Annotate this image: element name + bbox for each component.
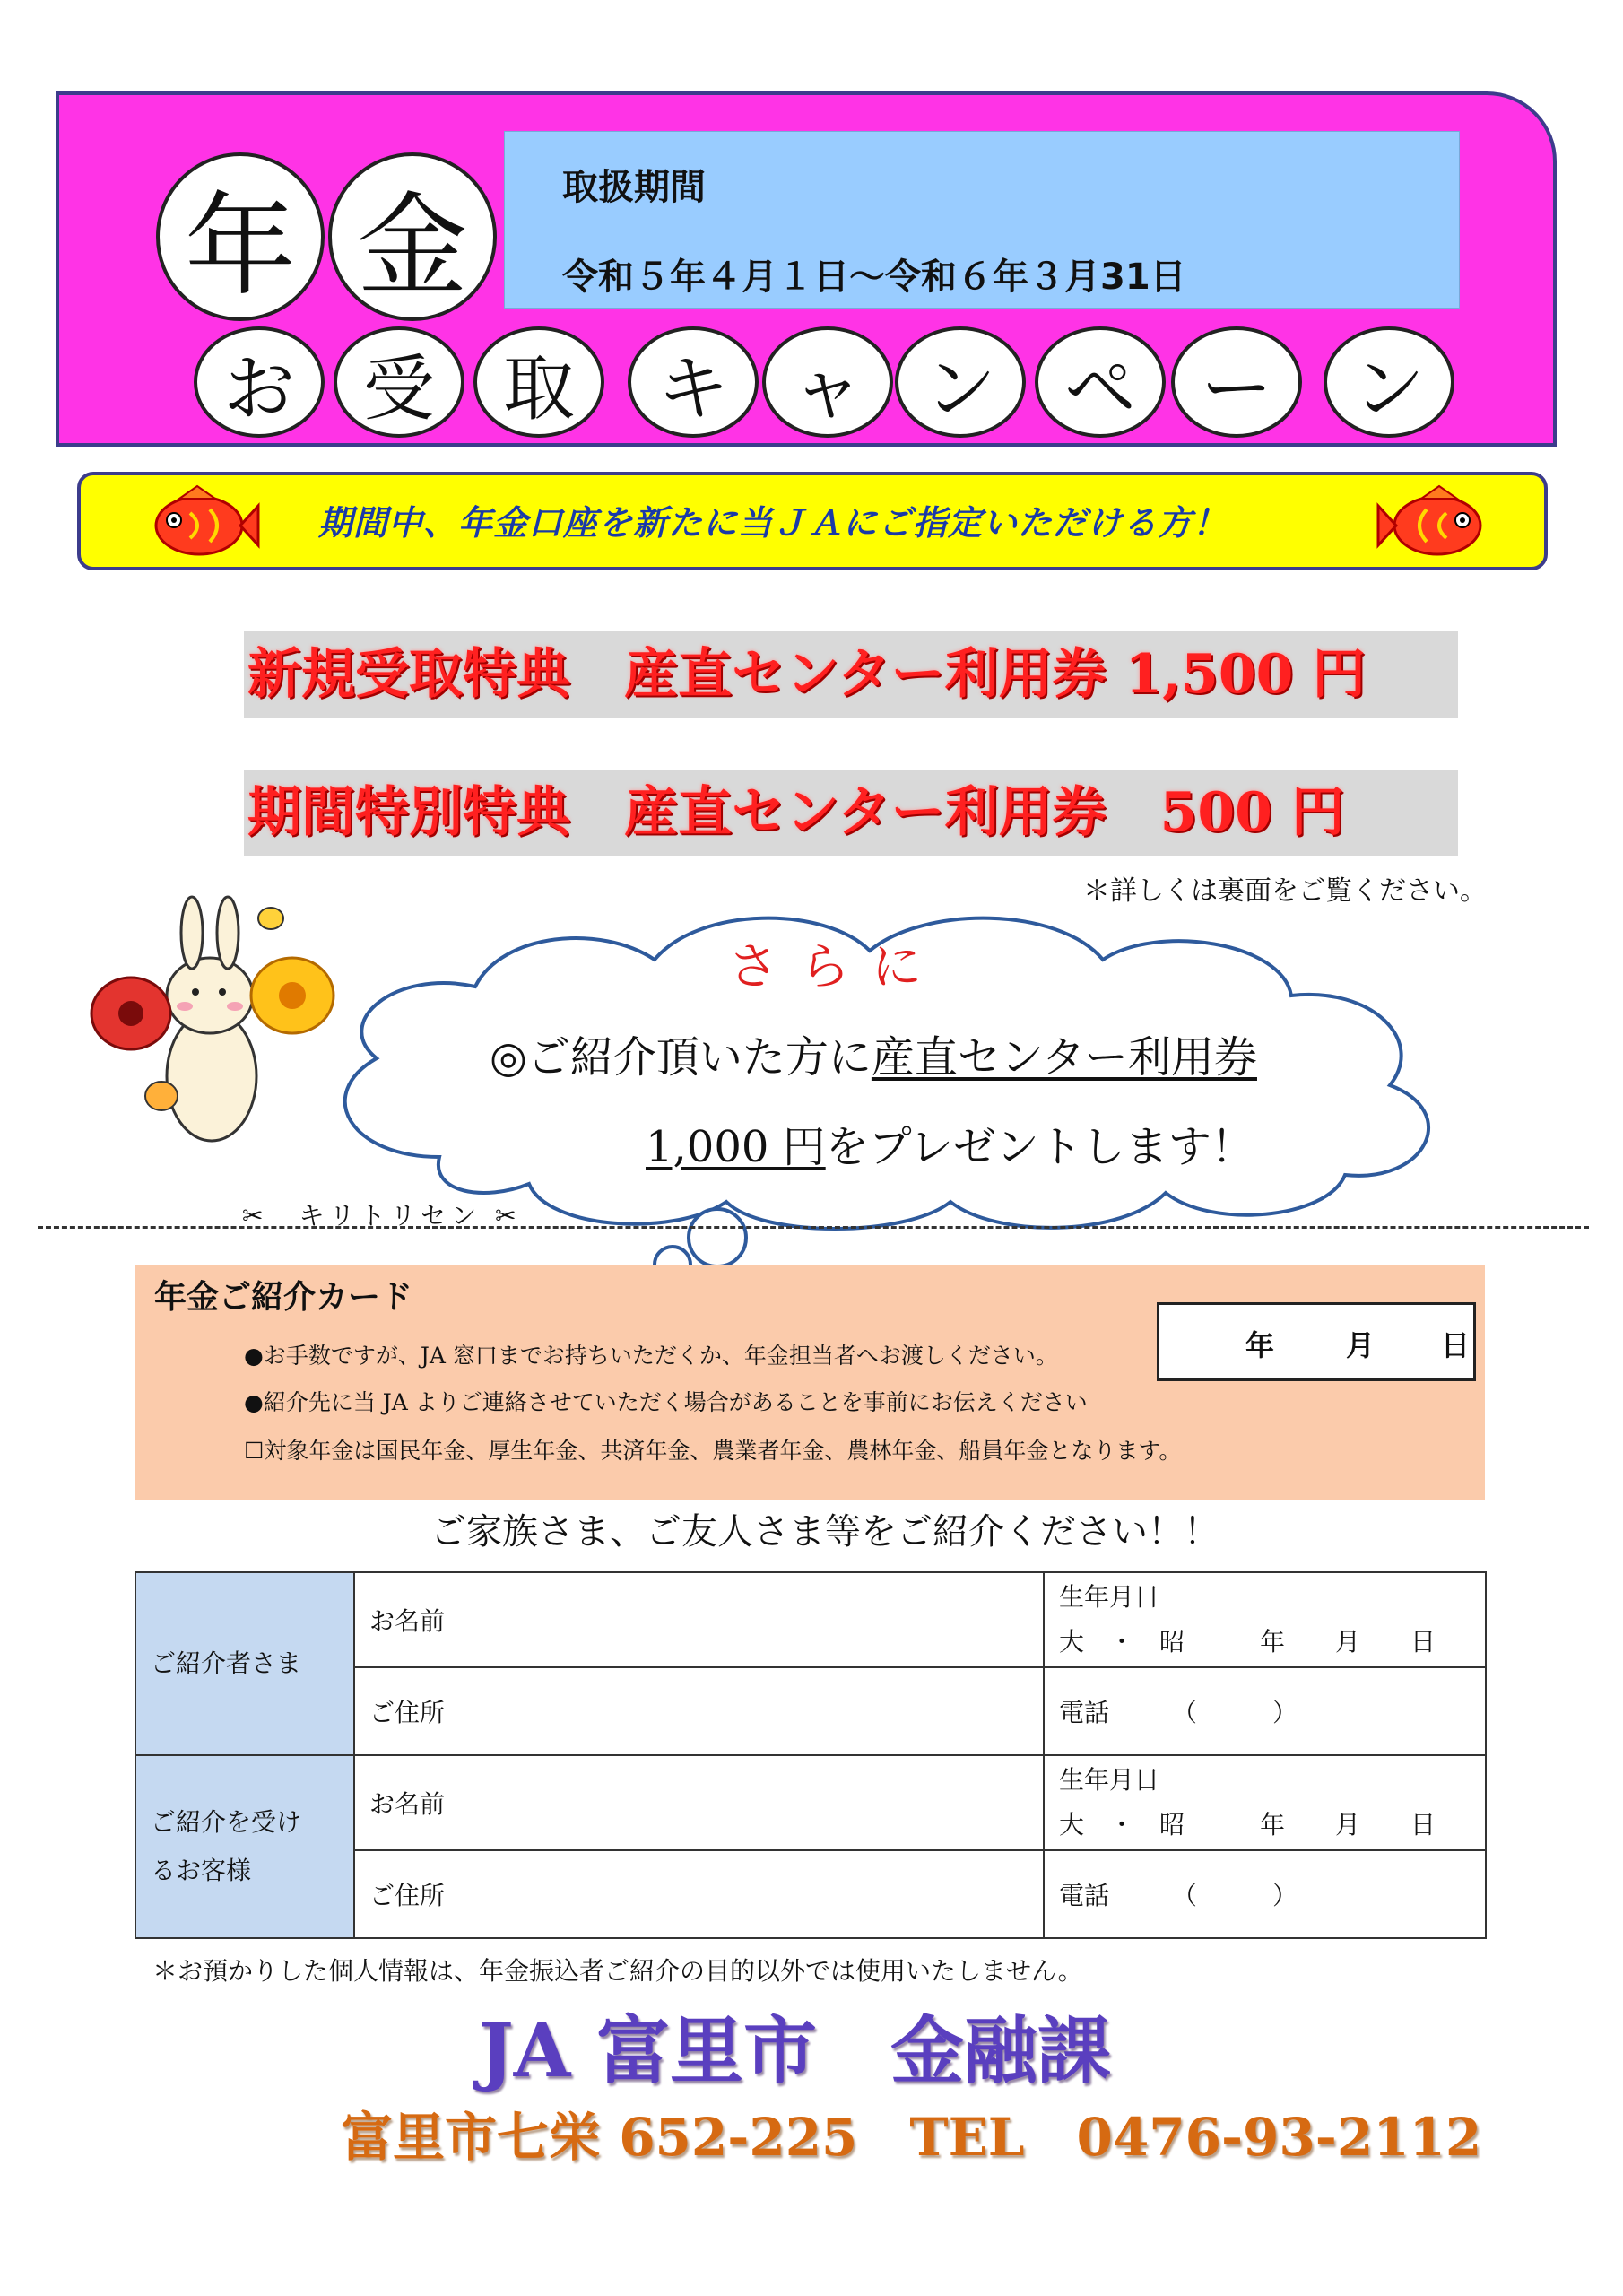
- date-month-label: 月: [1346, 1328, 1376, 1362]
- period-box: [504, 131, 1460, 309]
- name-label: お名前: [369, 1606, 446, 1636]
- referee-name-field[interactable]: [354, 1755, 1044, 1850]
- referee-address-field[interactable]: [354, 1850, 1044, 1938]
- subtitle-char: ン: [1324, 326, 1454, 438]
- name-label: お名前: [369, 1789, 446, 1819]
- referee-birth-field[interactable]: [1044, 1755, 1486, 1850]
- sea-bream-fish-icon: [135, 483, 260, 565]
- benefit-period-special: 期間特別特典 産直センター利用券 500 円: [244, 770, 1458, 856]
- referee-label-cell: [135, 1755, 354, 1938]
- organization-name: JA 富里市 金融課: [479, 2008, 1111, 2094]
- ask-text: ご家族さま、ご友人さま等をご紹介ください！！: [430, 1511, 1219, 1552]
- period-value: 令和５年４月１日～令和６年３月31日: [562, 257, 1186, 298]
- birth-label: 生年月日: [1059, 1582, 1160, 1612]
- subtitle-char: 取: [473, 326, 604, 438]
- date-year-label: 年: [1245, 1328, 1275, 1362]
- referrer-name-field[interactable]: [354, 1572, 1044, 1667]
- address-label: ご住所: [369, 1698, 446, 1727]
- organization-address: 富里市七栄 652-225 TEL 0476-93-2112: [341, 2107, 1482, 2168]
- subtitle-char: 受: [334, 326, 464, 438]
- sea-bream-fish-icon: [1376, 483, 1502, 565]
- cloud-line-1: [490, 1022, 1257, 1084]
- intro-card-title: 年金ご紹介カード: [154, 1279, 413, 1316]
- banner-text: 期間中、年金口座を新たに当ＪＡにご指定いただける方！: [318, 503, 1228, 543]
- title-char-kin: 金: [328, 152, 497, 321]
- subtitle-char: キ: [628, 326, 759, 438]
- phone-line: 電話 （ ）: [1059, 1698, 1298, 1727]
- address-label: ご住所: [369, 1881, 446, 1910]
- intro-card: [135, 1265, 1485, 1500]
- cloud-line-2-underlined: 1,000 円: [646, 1122, 826, 1172]
- intro-line: ●お手数ですが、JA 窓口までお持ちいただくか、年金担当者へお渡しください。: [244, 1343, 1058, 1369]
- intro-line: ☐対象年金は国民年金、厚生年金、共済年金、農業者年金、農林年金、船員年金となります。: [244, 1438, 1182, 1464]
- referrer-label-cell: [135, 1572, 354, 1755]
- subtitle-char: ャ: [762, 326, 893, 438]
- subtitle-char: お: [194, 326, 325, 438]
- referee-label-line-2: るお客様: [151, 1856, 252, 1885]
- referrer-address-field[interactable]: [354, 1667, 1044, 1755]
- era-line: 大 ・ 昭 年 月 日: [1059, 1627, 1436, 1657]
- cloud-line-2: [646, 1112, 1254, 1174]
- referrer-label: ご紹介者さま: [151, 1648, 302, 1678]
- referrer-phone-field[interactable]: [1044, 1667, 1486, 1755]
- referee-phone-field[interactable]: [1044, 1850, 1486, 1938]
- cloud-line-1-underlined: 産直センター利用券: [871, 1032, 1257, 1083]
- benefit-new-receipt: 新規受取特典 産直センター利用券 1,500 円: [244, 631, 1458, 718]
- subtitle-char: ン: [895, 326, 1026, 438]
- title-char-nen: 年: [156, 152, 325, 321]
- cloud-heading: さらに: [728, 938, 943, 996]
- table-row: [135, 1572, 1486, 1667]
- eligibility-banner: [77, 472, 1548, 570]
- referral-form-table: [135, 1571, 1487, 1939]
- details-note: ＊詳しくは裏面をご覧ください。: [1083, 875, 1487, 907]
- intro-line: ●紹介先に当 JA よりご連絡させていただく場合があることを事前にお伝えください: [244, 1389, 1088, 1415]
- subtitle-char: ー: [1171, 326, 1302, 438]
- referrer-birth-field[interactable]: [1044, 1572, 1486, 1667]
- cloud-line-2-suffix: をプレゼントします！: [825, 1122, 1254, 1172]
- date-box[interactable]: [1157, 1302, 1476, 1381]
- rabbit-mascot-icon: [77, 888, 364, 1157]
- cloud-line-1-prefix: ◎ご紹介頂いた方に: [490, 1032, 872, 1083]
- table-row: [135, 1755, 1486, 1850]
- subtitle-char: ペ: [1035, 326, 1166, 438]
- cut-label: ✂ キリトリセン ✂: [242, 1201, 522, 1231]
- phone-line: 電話 （ ）: [1059, 1881, 1298, 1910]
- date-day-label: 日: [1441, 1328, 1471, 1362]
- period-label: 取扱期間: [562, 167, 706, 208]
- era-line: 大 ・ 昭 年 月 日: [1059, 1810, 1436, 1839]
- birth-label: 生年月日: [1059, 1765, 1160, 1795]
- privacy-note: ＊お預かりした個人情報は、年金振込者ご紹介の目的以外では使用いたしません。: [152, 1956, 1083, 1986]
- referee-label-line-1: ご紹介を受け: [151, 1807, 302, 1837]
